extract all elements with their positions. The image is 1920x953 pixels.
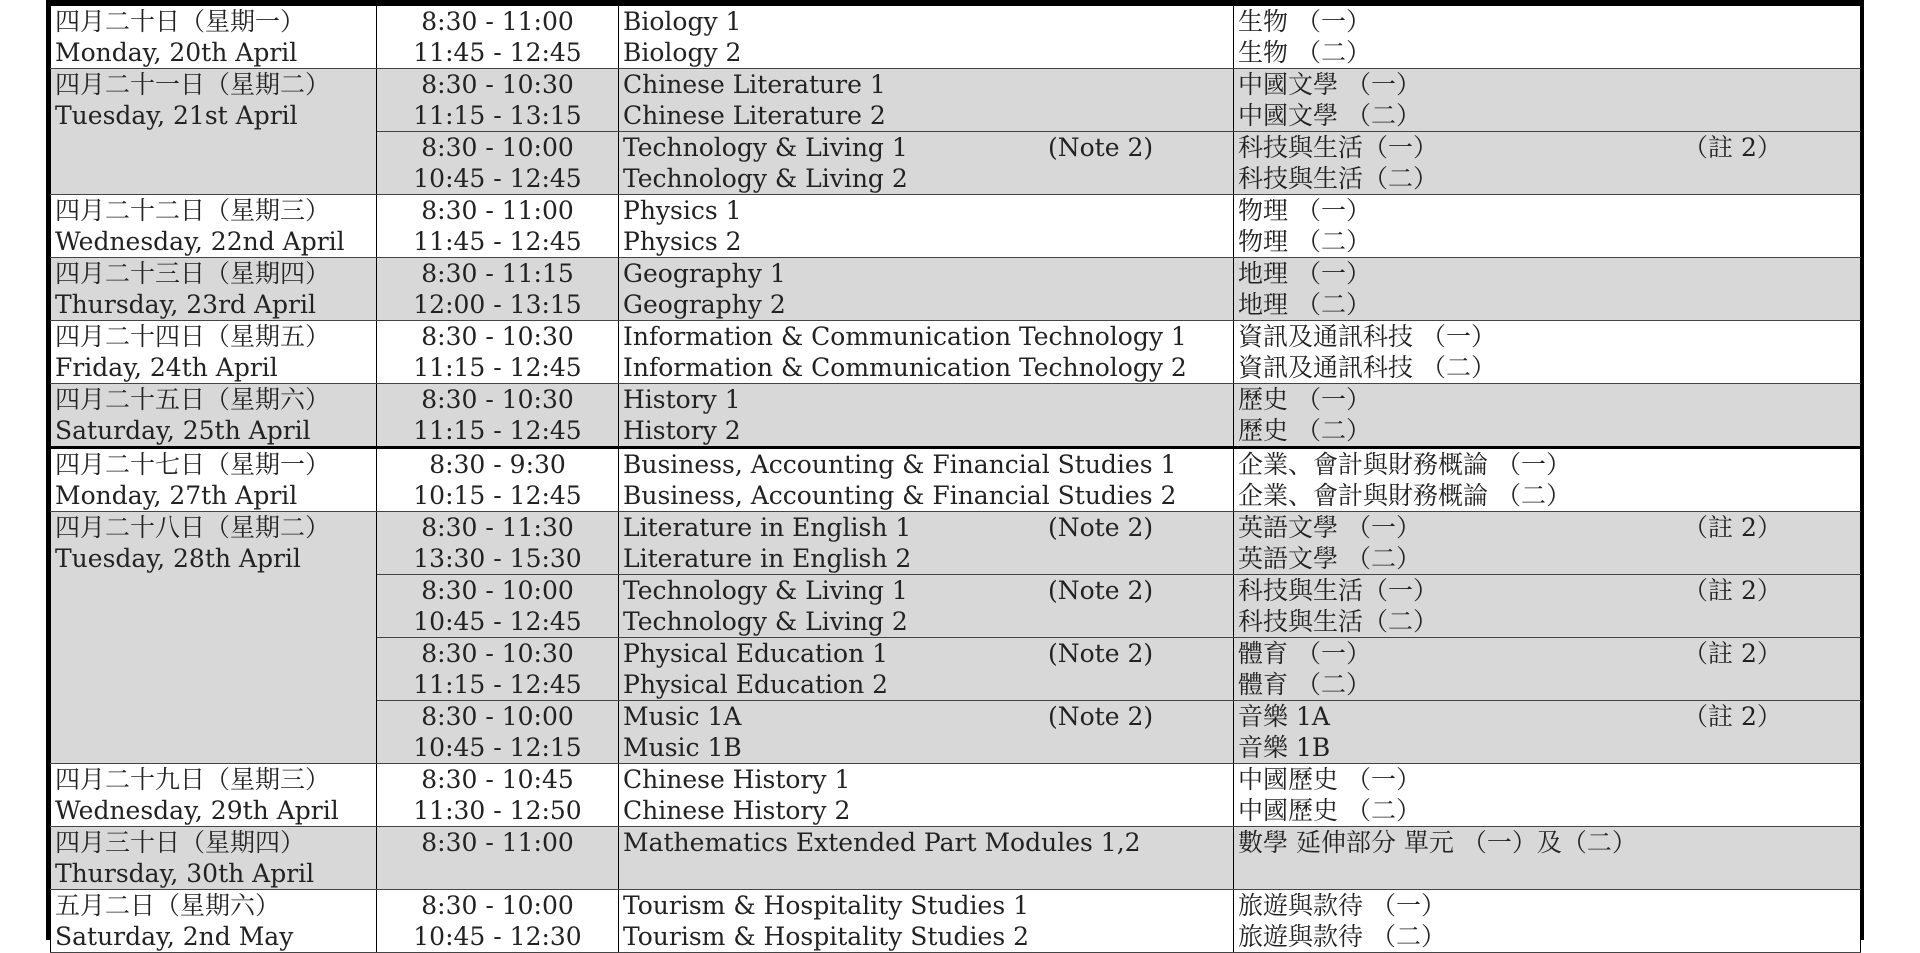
subject-english-cell (619, 512, 1234, 575)
subject-english-cell (619, 448, 1234, 512)
subject-chinese-paper-1: 旅遊與款待 （一） (1238, 891, 1446, 920)
subject-paper-1: Music 1A (623, 702, 742, 731)
date-chinese: 四月二十五日（星期六） (55, 385, 331, 414)
time-paper-1: 8:30 - 10:30 (421, 639, 574, 668)
time-paper-2: 11:45 - 12:45 (413, 38, 582, 67)
time-cell (377, 575, 619, 638)
time-cell (377, 827, 619, 890)
subject-chinese-paper-1: 歷史 （一） (1238, 385, 1371, 414)
subject-paper-1: Chinese Literature 1 (623, 70, 886, 99)
time-cell (377, 448, 619, 512)
subject-paper-2: Technology & Living 2 (623, 607, 908, 636)
subject-chinese-paper-2: 歷史 （二） (1238, 416, 1371, 445)
subject-chinese-paper-1: 生物 （一） (1238, 7, 1371, 36)
date-chinese: 四月二十七日（星期一） (55, 450, 331, 479)
subject-english-cell (619, 638, 1234, 701)
time-cell (377, 890, 619, 953)
subject-chinese-paper-1: 音樂 1A (1238, 702, 1330, 731)
subject-paper-1: Physics 1 (623, 196, 742, 225)
table-row (51, 6, 1861, 69)
time-cell (377, 701, 619, 764)
subject-chinese-cell (1234, 132, 1861, 195)
note-chinese: （註 2） (1683, 702, 1782, 731)
subject-paper-2: Literature in English 2 (623, 544, 912, 573)
date-cell (51, 6, 377, 69)
date-cell (51, 69, 377, 195)
date-cell (51, 764, 377, 827)
subject-paper-1: Chinese History 1 (623, 765, 851, 794)
time-paper-2: 11:15 - 12:45 (413, 670, 582, 699)
time-paper-1: 8:30 - 10:30 (421, 385, 574, 414)
subject-paper-1: Tourism & Hospitality Studies 1 (623, 891, 1030, 920)
time-paper-2: 11:30 - 12:50 (413, 796, 582, 825)
time-cell (377, 384, 619, 448)
date-chinese: 四月二十九日（星期三） (55, 765, 331, 794)
date-chinese: 四月二十日（星期一） (55, 7, 306, 36)
date-cell (51, 512, 377, 764)
subject-chinese-paper-1: 科技與生活（一） (1238, 133, 1439, 162)
subject-chinese-paper-2: 科技與生活（二） (1238, 164, 1439, 193)
subject-english-cell (619, 764, 1234, 827)
date-chinese: 四月二十四日（星期五） (55, 322, 331, 351)
time-paper-2: 10:45 - 12:15 (413, 733, 582, 762)
table-row (51, 448, 1861, 512)
time-paper-1: 8:30 - 10:00 (421, 891, 574, 920)
subject-paper-2: Chinese History 2 (623, 796, 851, 825)
date-cell (51, 321, 377, 384)
time-paper-2: 11:15 - 12:45 (413, 416, 582, 445)
time-paper-1: 8:30 - 11:30 (421, 513, 574, 542)
subject-paper-1: Technology & Living 1 (623, 133, 908, 162)
date-english: Tuesday, 28th April (55, 544, 301, 573)
time-paper-1: 8:30 - 10:30 (421, 322, 574, 351)
subject-paper-1: Mathematics Extended Part Modules 1,2 (623, 828, 1141, 857)
subject-english-cell (619, 575, 1234, 638)
table-row (51, 764, 1861, 827)
note-english: (Note 2) (1048, 513, 1154, 542)
subject-chinese-cell (1234, 321, 1861, 384)
note-english: (Note 2) (1048, 576, 1154, 605)
time-paper-2 (377, 858, 618, 889)
subject-paper-2: Tourism & Hospitality Studies 2 (623, 922, 1030, 951)
subject-chinese-paper-1: 英語文學 （一） (1238, 513, 1421, 542)
time-paper-2: 10:45 - 12:30 (413, 922, 582, 951)
time-paper-2: 10:15 - 12:45 (413, 481, 582, 510)
time-cell (377, 69, 619, 132)
subject-chinese-paper-1: 體育 （一） (1238, 639, 1371, 668)
time-paper-2: 11:15 - 13:15 (413, 101, 582, 130)
note-english: (Note 2) (1048, 133, 1154, 162)
subject-chinese-cell (1234, 69, 1861, 132)
subject-paper-2: Physics 2 (623, 227, 742, 256)
subject-chinese-paper-2 (1238, 858, 1860, 889)
note-chinese: （註 2） (1683, 513, 1782, 542)
time-cell (377, 764, 619, 827)
date-cell (51, 827, 377, 890)
time-paper-1: 8:30 - 9:30 (429, 450, 566, 479)
date-cell (51, 448, 377, 512)
note-chinese: （註 2） (1683, 576, 1782, 605)
date-english: Friday, 24th April (55, 353, 278, 382)
subject-chinese-paper-2: 音樂 1B (1238, 733, 1331, 762)
subject-chinese-paper-1: 地理 （一） (1238, 259, 1371, 288)
subject-chinese-paper-1: 資訊及通訊科技 （一） (1238, 322, 1496, 351)
time-cell (377, 258, 619, 321)
time-paper-1: 8:30 - 11:00 (421, 7, 574, 36)
date-english: Monday, 20th April (55, 38, 298, 67)
date-english: Wednesday, 29th April (55, 796, 339, 825)
subject-chinese-cell (1234, 448, 1861, 512)
time-cell (377, 638, 619, 701)
date-english: Thursday, 30th April (55, 859, 315, 888)
table-row (51, 258, 1861, 321)
subject-chinese-cell (1234, 195, 1861, 258)
subject-chinese-paper-1: 物理 （一） (1238, 196, 1371, 225)
subject-english-cell (619, 701, 1234, 764)
subject-english-cell (619, 321, 1234, 384)
time-paper-1: 8:30 - 10:00 (421, 702, 574, 731)
date-english: Monday, 27th April (55, 481, 298, 510)
subject-paper-1: Technology & Living 1 (623, 576, 908, 605)
subject-paper-2: Physical Education 2 (623, 670, 889, 699)
date-chinese: 四月二十二日（星期三） (55, 196, 331, 225)
subject-chinese-paper-2: 企業、會計與財務概論 （二） (1238, 481, 1571, 510)
subject-paper-2: History 2 (623, 416, 741, 445)
subject-chinese-paper-1: 企業、會計與財務概論 （一） (1238, 450, 1571, 479)
date-cell (51, 258, 377, 321)
subject-chinese-cell (1234, 258, 1861, 321)
subject-paper-1: Literature in English 1 (623, 513, 912, 542)
time-cell (377, 512, 619, 575)
subject-english-cell (619, 827, 1234, 890)
subject-chinese-paper-1: 中國歷史 （一） (1238, 765, 1421, 794)
subject-paper-2: Technology & Living 2 (623, 164, 908, 193)
note-english: (Note 2) (1048, 702, 1154, 731)
date-english: Tuesday, 21st April (55, 101, 298, 130)
subject-chinese-cell (1234, 512, 1861, 575)
subject-english-cell (619, 69, 1234, 132)
subject-paper-2 (623, 858, 1233, 889)
subject-chinese-cell (1234, 638, 1861, 701)
note-english: (Note 2) (1048, 639, 1154, 668)
time-cell (377, 6, 619, 69)
time-paper-1: 8:30 - 11:00 (421, 196, 574, 225)
subject-chinese-paper-2: 中國文學 （二） (1238, 101, 1421, 130)
time-paper-2: 11:45 - 12:45 (413, 227, 582, 256)
table-row (51, 827, 1861, 890)
time-paper-1: 8:30 - 10:30 (421, 70, 574, 99)
time-paper-2: 11:15 - 12:45 (413, 353, 582, 382)
time-paper-1: 8:30 - 10:00 (421, 133, 574, 162)
subject-chinese-paper-2: 中國歷史 （二） (1238, 796, 1421, 825)
subject-chinese-paper-2: 資訊及通訊科技 （二） (1238, 353, 1496, 382)
date-english: Saturday, 2nd May (55, 922, 294, 951)
subject-chinese-paper-2: 地理 （二） (1238, 290, 1371, 319)
time-paper-2: 10:45 - 12:45 (413, 164, 582, 193)
subject-english-cell (619, 890, 1234, 953)
time-paper-2: 12:00 - 13:15 (413, 290, 582, 319)
subject-paper-1: History 1 (623, 385, 741, 414)
table-row (51, 321, 1861, 384)
date-english: Saturday, 25th April (55, 416, 311, 445)
subject-chinese-cell (1234, 890, 1861, 953)
date-english: Thursday, 23rd April (55, 290, 316, 319)
subject-chinese-paper-2: 體育 （二） (1238, 670, 1371, 699)
subject-chinese-paper-2: 英語文學 （二） (1238, 544, 1421, 573)
table-row (51, 69, 1861, 132)
date-cell (51, 890, 377, 953)
subject-chinese-paper-1: 數學 延伸部分 單元 （一）及（二） (1238, 828, 1637, 857)
subject-chinese-cell (1234, 575, 1861, 638)
subject-chinese-paper-2: 物理 （二） (1238, 227, 1371, 256)
subject-chinese-paper-1: 科技與生活（一） (1238, 576, 1439, 605)
table-row (51, 384, 1861, 448)
time-paper-2: 13:30 - 15:30 (413, 544, 582, 573)
subject-english-cell (619, 6, 1234, 69)
date-cell (51, 195, 377, 258)
date-chinese: 四月二十八日（星期二） (55, 513, 331, 542)
subject-chinese-cell (1234, 701, 1861, 764)
subject-paper-1: Geography 1 (623, 259, 786, 288)
date-chinese: 五月二日（星期六） (55, 891, 281, 920)
subject-chinese-paper-2: 科技與生活（二） (1238, 607, 1439, 636)
table-row (51, 195, 1861, 258)
subject-chinese-paper-2: 生物 （二） (1238, 38, 1371, 67)
time-paper-1: 8:30 - 11:00 (421, 828, 574, 857)
subject-paper-2: Business, Accounting & Financial Studies 2 (623, 481, 1177, 510)
timetable-body (51, 6, 1861, 953)
date-cell (51, 384, 377, 448)
subject-paper-1: Information & Communication Technology 1 (623, 322, 1187, 351)
time-paper-1: 8:30 - 10:00 (421, 576, 574, 605)
subject-chinese-paper-1: 中國文學 （一） (1238, 70, 1421, 99)
subject-paper-1: Business, Accounting & Financial Studies 1 (623, 450, 1177, 479)
subject-chinese-cell (1234, 384, 1861, 448)
subject-paper-1: Physical Education 1 (623, 639, 889, 668)
timetable-table (50, 6, 1861, 953)
subject-english-cell (619, 258, 1234, 321)
subject-chinese-paper-2: 旅遊與款待 （二） (1238, 922, 1446, 951)
table-row (51, 512, 1861, 575)
table-row (51, 890, 1861, 953)
date-chinese: 四月二十一日（星期二） (55, 70, 331, 99)
subject-paper-2: Geography 2 (623, 290, 786, 319)
subject-chinese-cell (1234, 827, 1861, 890)
date-chinese: 四月三十日（星期四） (55, 828, 306, 857)
time-cell (377, 132, 619, 195)
subject-paper-2: Biology 2 (623, 38, 742, 67)
time-paper-1: 8:30 - 10:45 (421, 765, 574, 794)
subject-chinese-cell (1234, 764, 1861, 827)
subject-paper-2: Music 1B (623, 733, 742, 762)
time-cell (377, 321, 619, 384)
subject-paper-1: Biology 1 (623, 7, 742, 36)
time-paper-2: 10:45 - 12:45 (413, 607, 582, 636)
subject-english-cell (619, 384, 1234, 448)
subject-paper-2: Information & Communication Technology 2 (623, 353, 1187, 382)
note-chinese: （註 2） (1683, 639, 1782, 668)
time-paper-1: 8:30 - 11:15 (421, 259, 574, 288)
subject-english-cell (619, 195, 1234, 258)
time-cell (377, 195, 619, 258)
subject-paper-2: Chinese Literature 2 (623, 101, 886, 130)
subject-chinese-cell (1234, 6, 1861, 69)
date-english: Wednesday, 22nd April (55, 227, 345, 256)
note-chinese: （註 2） (1683, 133, 1782, 162)
date-chinese: 四月二十三日（星期四） (55, 259, 331, 288)
subject-english-cell (619, 132, 1234, 195)
exam-timetable (46, 0, 1864, 951)
